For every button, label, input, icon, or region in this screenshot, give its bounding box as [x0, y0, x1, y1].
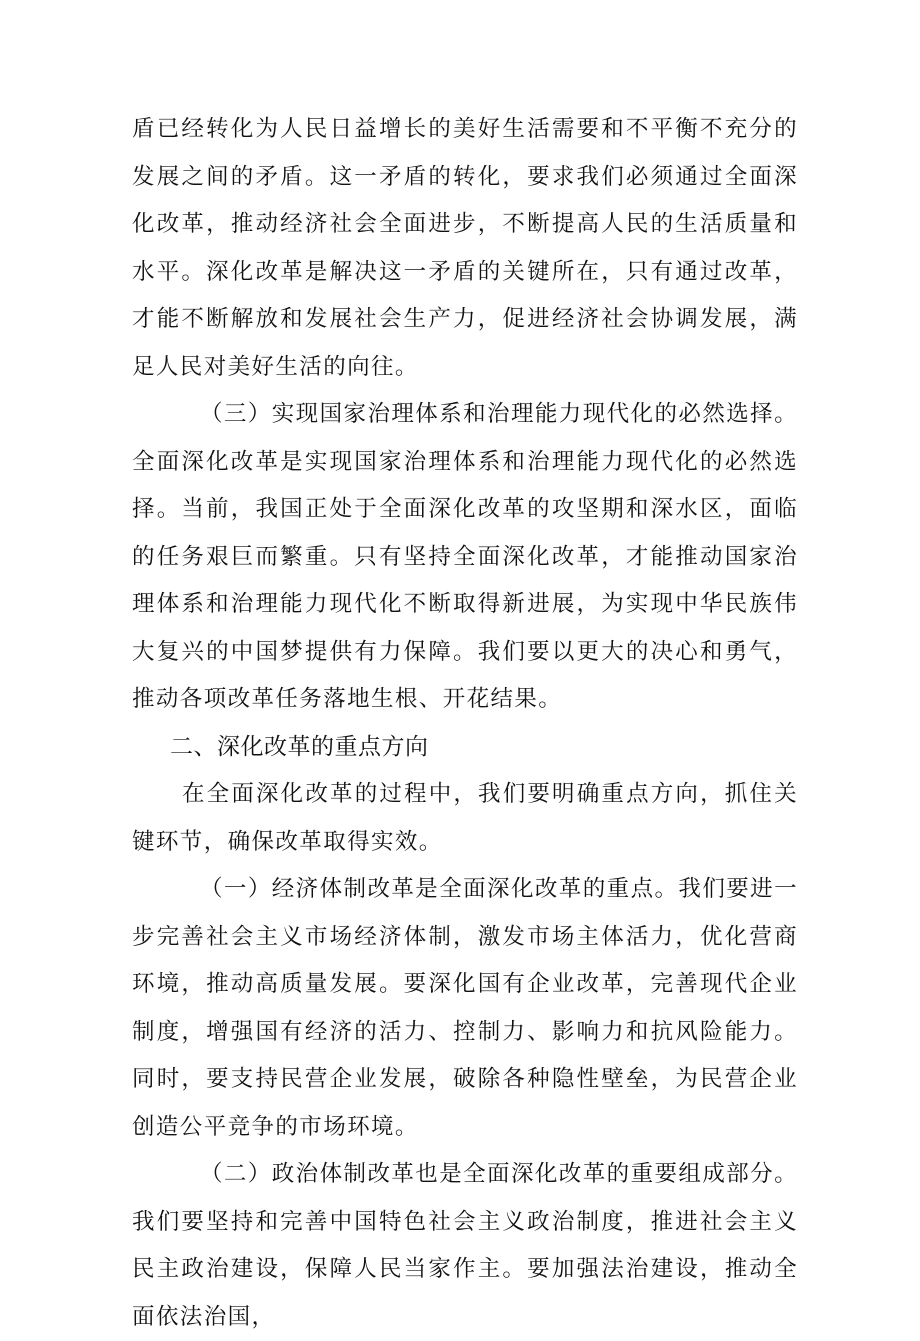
paragraph-section-three: （三）实现国家治理体系和治理能力现代化的必然选择。全面深化改革是实现国家治理体系和治理能力现代化的必然选择。当前，我国正处于全面深化改革的攻坚期和深水区，面临的任务艰巨而繁重。只有坚持全面深化改革，才能推动国家治理体系和治理能力现代化不断取得新进展，为实现中华民族伟大复兴的中国梦提供有力保障。我们要以更大的决心和勇气，推动各项改革任务落地生根、开花结果。	[132, 401, 798, 712]
paragraph-continuation: 盾已经转化为人民日益增长的美好生活需要和不平衡不充分的发展之间的矛盾。这一矛盾的转化，要求我们必须通过全面深化改革，推动经济社会全面进步，不断提高人民的生活质量和水平。深化改革是解决这一矛盾的关键所在，只有通过改革，才能不断解放和发展社会生产力，促进经济社会协调发展，满足人民对美好生活的向往。	[132, 116, 798, 380]
section-heading: 二、深化改革的重点方向	[170, 733, 429, 760]
paragraph-economic-reform: （一）经济体制改革是全面深化改革的重点。我们要进一步完善社会主义市场经济体制，激发市场主体活力，优化营商环境，推动高质量发展。要深化国有企业改革，完善现代企业制度，增强国有经济的活力、控制力、影响力和抗风险能力。同时，要支持民营企业发展，破除各种隐性壁垒，为民营企业创造公平竞争的市场环境。	[132, 876, 798, 1140]
paragraph-intro: 在全面深化改革的过程中，我们要明确重点方向，抓住关键环节，确保改革取得实效。	[132, 781, 798, 855]
paragraph-political-reform: （二）政治体制改革也是全面深化改革的重要组成部分。我们要坚持和完善中国特色社会主义政治制度，推进社会主义民主政治建设，保障人民当家作主。要加强法治建设，推动全面依法治国，	[132, 1161, 798, 1330]
document-body	[132, 106, 798, 1341]
